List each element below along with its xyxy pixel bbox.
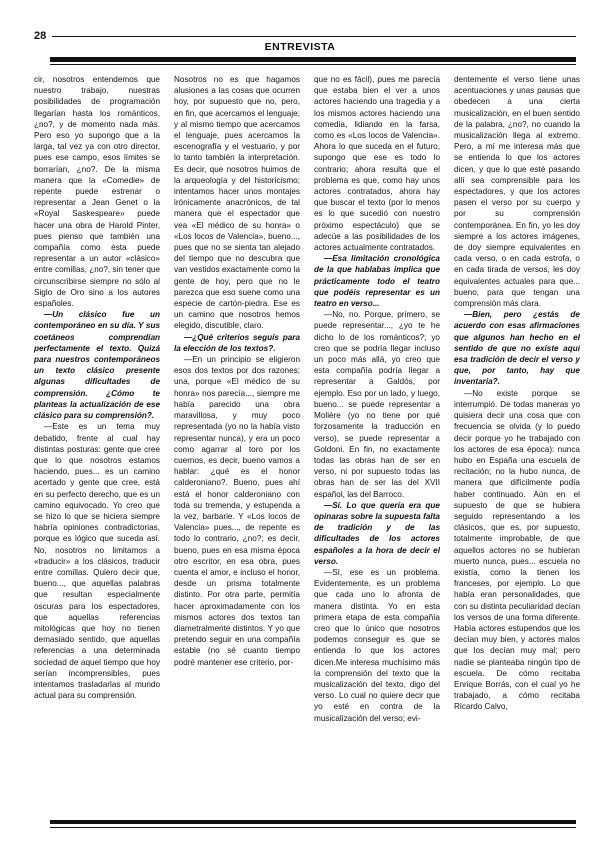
interviewer-question: —Un clásico fue un contemporáneo en su día. Y sus coetáneos comprendían perfectamente el texto. Quizá para nuestros contemporáneos un texto clásico presente algunas dificultades de comprensión. ¿Cómo te planteas la actualización de ese clásico para su comprensión?. (34, 310, 160, 421)
section-title: ENTREVISTA (264, 41, 336, 53)
paragraph: que no es fácil), pues me parecía que estaba bien el ver a unos actores haciendo una tragedia y a los mismos actores haciendo una comedia, lidiando en la farsa, como es «Los locos de Valencia». Ahora lo que suceda en el futuro, supongo que ese es todo lo contrario; ahora resulta que el problema es que, como hay unos actores contratados, ahora hay que buscar el texto (por lo menos es lo que sucedió con nuestro próximo espectáculo) que se adecúe a las posibilidades de los actores actualmente contratados. (314, 75, 440, 253)
column-4 (454, 74, 580, 814)
title-rule-thick (50, 57, 576, 62)
column-3 (314, 74, 440, 814)
title-rule-thin (50, 64, 576, 65)
interviewer-question: —Esa limitación cronológica de la que hablabas implica que prácticamente todo el teatro que podéis representar es un teatro en verso... (314, 254, 440, 309)
paragraph: —En un principio se eligieron esos dos textos por dos razones; una, porque «El médico de su honra» nos parecía..., siempre me había parecido una obra maravillosa, y muy poco representada (yo no la había visto representar nunca), y era un poco como agarrar al toro por los cuernos, es decir, bueno vamos a hablar: ¿qué es el honor calderoniano?. Bueno, pues ahí está el honor calderoniano con toda su tremenda, y estupenda a la vez, barbarie. Y «Los locos de Valencia» pues..., de repente es todo lo contrario, ¿no?; es decir, bueno, pues en esa misma época otro escritor, en esa obra, pues cuenta el amor, e incluso el honor, desde un prisma totalmente distinto. Por otra parte, permitía hacer aproximadamente con los mismos actores dos textos tan diametralmente distintos. Y yo que pretendo seguir en una compañía estable (no sé cuanto tiempo podré mantener ese criterio, por- (174, 355, 300, 667)
bottom-rule-thin (50, 827, 576, 828)
bottom-rule-thick (50, 820, 576, 824)
paragraph: Nosotros no es que hagamos alusiones a las cosas que ocurren hoy, por supuesto que no, pero, en fin, que acercamos el lenguaje; y al mismo tiempo que acercamos el lenguaje, pues acercamos la escenografía y el vestuario, y por lo tanto también la interpretación. Es decir, que nosotros huimos de la arqueología y del historicismo; intentamos hacer unos montajes irónicamente anacrónicos, de tal manera que el espectador que vea «El médico de su honra» o «Los locos de Valencia», bueno..., pues que no se sienta tan alejado del tiempo que no descubra que van vestidos exactamente como la gente de hoy, pero que no le parezca que eso suene como una especie de cartón-piedra. Ese es un camino que nosotros hemos elegido, discutible, claro. (174, 75, 300, 331)
interviewer-question: —Sí. Lo que quería era que opinaras sobre la supuesta falta de tradición y de las dificultades de los actores españoles a la hora de decir el verso. (314, 500, 440, 566)
paragraph: dentemente el verso tiene unas acentuaciones y unas pausas que obedecen a una cierta musicalización, en el buen sentido de la palabra, ¿no?, no cuando la musicalización llega al extremo. Pero, a mí me interesa más que se entienda lo que los actores dicen, y que lo que esté pasando allí sea comprensible para los espectadores, y que los actores pasen el verso por su cuerpo y por su comprensión contemporánea. En fin, yo les doy siempre a los actores imágenes, de doy siempre equivalentes en cada verso, o en cada estrofa, o en cada tirada de versos, les doy equivalentes actuales para que... bueno, para que tengan una comprensión más clara. (454, 75, 580, 309)
interviewer-question: —¿Qué criterios seguís para la elección de los textos?. (174, 332, 300, 353)
column-2 (174, 74, 300, 814)
paragraph: —Sí, ese es un problema. Evidentemente, es un problema que cada uno lo afronta de manera distinta. Yo en esta primera etapa de esta compañía creo que lo único que nosotros podemos conseguir es que se entienda lo que los actores dicen.Me interesa muchísimo más la comprensión del texto que la musicalización del texto, digo del verso. Lo cual no quiere decir que yo esté en contra de la musicalización del verso; evi- (314, 567, 440, 723)
top-rule (52, 36, 576, 37)
paragraph: cir, nosotros entendemos que nuestro trabajo, nuestras posibilidades de programación llegarían hasta los románticos, ¿no?, y de momento nada más. Pero eso yo supongo que a la larga, tal vez ya con otro director, pues ese campo, esos límites se borrarían, ¿no?. De la misma manera que la «Comedie» de repente puede estrenar o representar a Jean Genet o la «Royal Saskespeare» puede hacer una obra de Harold Pinter, pues pienso que también una compañía como ésta puede representar a un autor «clásico» entre comillas, ¿no?, sin tener que circunscribirse siempre no sólo al Siglo de Oro sino a los autores españoles. (34, 75, 160, 309)
interviewer-question: —Bien, pero ¿estás de acuerdo con esas afirmaciones que algunos han hecho en el sentido de que no existe aquí esa tradición de decir el verso y que, por tanto, hay que inventaria?. (454, 310, 580, 387)
column-1 (34, 74, 160, 814)
paragraph: —No existe porque se interrumpió. De todas maneras yo quisiera decir una cosa que con frecuencia se olvida (y lo puedo decir porque yo he trabajado con los actores de esa época): nunca hubo en España una escuela de recitación; no la hubo nunca, de manera que difícilmente podía haber continuado. Aún en el supuesto de que se hubiera seguido representando a los clásicos, que es, por supuesto, totalmente improbable, de que aquellos actores no se hubieran muerto nunca, pues... escuela no existía, como la tienen los franceses, por ejemplo. Lo que había eran personalidades, que con su distinta peculiaridad decían los versos de una forma diferente. Había actores estupendos que los decían muy bien, y actores malos que los decían muy mal; pero nadie se planteaba ningún tipo de escuela. De cómo recitaba Enrique Borrás, con el cual yo he trabajado, a cómo recitaba Ricardo Calvo, (454, 388, 580, 712)
paragraph: —No, no. Porque, primero, se puede representar..., ¿yo te he dicho lo de los románticos?; yo creo que se podría llegar incluso un poco más allá, yo creo que esta compañía podría llegar a representar a Galdós, por ejemplo. Eso por un lado, y luego, bueno... se puede representar a Molière (yo no tiene por qué forzosamente la traducción en verso), se puede representar a Goldoni. En fin, no exactamente todas las obras han de ser en verso, ni por supuesto todas las obras han de ser las del XVII español, las del Barroco. (314, 310, 440, 499)
page-number: 28 (34, 30, 47, 42)
paragraph: —Este es un tema muy debatido, frente al cual hay distintas posturas: gente que cree que lo que nosotros estamos haciendo, pues... es un camino acertado y gente que cree, está en su perfecto derecho, que es un camino equivocado. Yo creo que se hizo lo que se hiciera siempre habría opiniones contradictorias, porque es lógico que suceda así. No, nosotros no limitamos a «traducir» a los clásicos, traducir entre comillas. Quiero decir que, bueno..., que aquellas palabras que resultan especialmente oscuras para los espectadores, que aquellas referencias mitológicas que hoy no tienen demasiado sentido, que aquellas referencias a una determinada sociedad de aquel tiempo que hoy serían incomprensibles, pues intentamos trasladarlas al mundo actual para su comprensión. (34, 422, 160, 701)
article-body (34, 74, 580, 814)
